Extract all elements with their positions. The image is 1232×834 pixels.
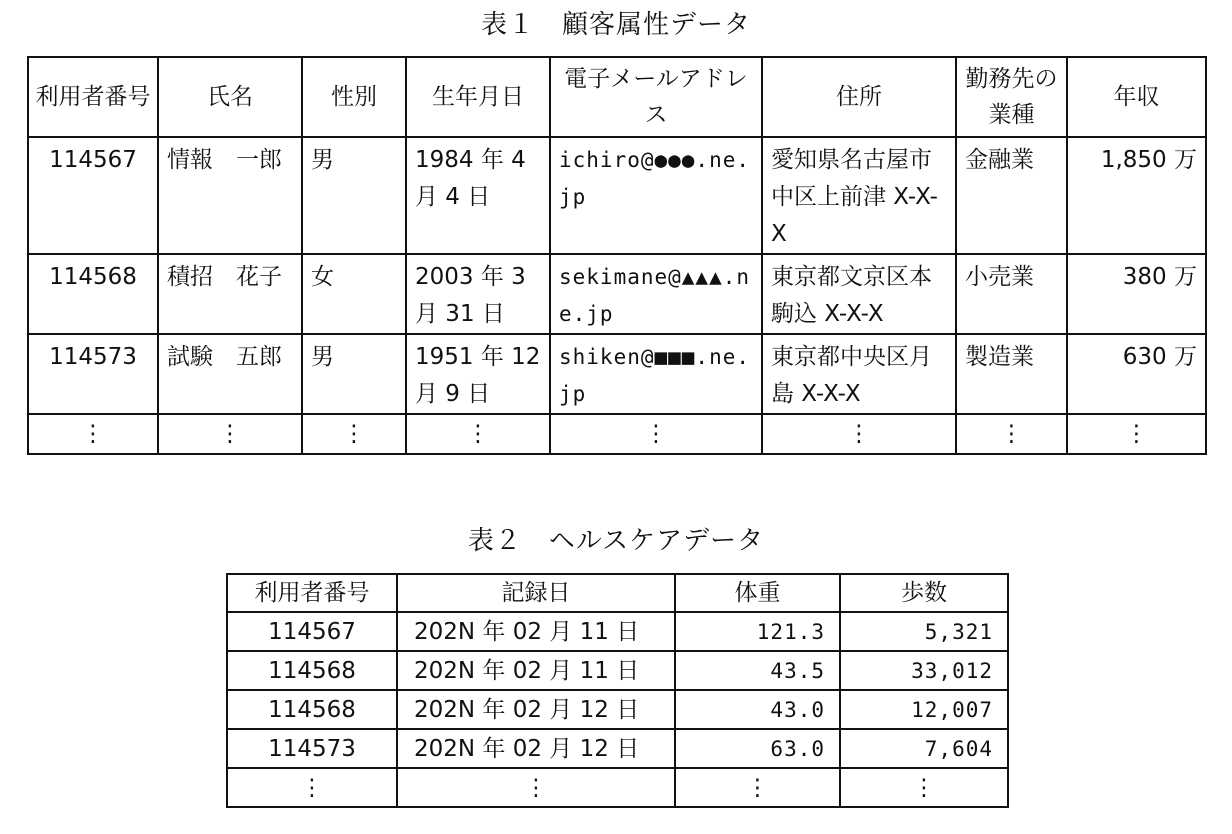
cell-user-id: 114573 bbox=[28, 334, 158, 414]
cell-name: 積招 花子 bbox=[158, 254, 302, 334]
cell-name: 試験 五郎 bbox=[158, 334, 302, 414]
cell-industry: 小売業 bbox=[956, 254, 1067, 334]
header-income: 年収 bbox=[1067, 57, 1206, 137]
table-row bbox=[227, 651, 1008, 690]
ellipsis-cell: ⋮ bbox=[956, 414, 1067, 454]
ellipsis-cell: ⋮ bbox=[840, 768, 1008, 807]
ellipsis-cell: ⋮ bbox=[762, 414, 956, 454]
cell-user-id: 114568 bbox=[28, 254, 158, 334]
ellipsis-cell: ⋮ bbox=[406, 414, 550, 454]
header-user-id: 利用者番号 bbox=[227, 574, 397, 612]
healthcare-table bbox=[226, 573, 1009, 808]
cell-sex: 男 bbox=[302, 137, 406, 254]
cell-address: 東京都文京区本駒込 X-X-X bbox=[762, 254, 956, 334]
cell-weight: 43.5 bbox=[675, 651, 840, 690]
header-address: 住所 bbox=[762, 57, 956, 137]
cell-email: shiken@■■■.ne.jp bbox=[550, 334, 762, 414]
cell-sex: 女 bbox=[302, 254, 406, 334]
table-row bbox=[28, 137, 1206, 254]
header-birthdate: 生年月日 bbox=[406, 57, 550, 137]
cell-user-id: 114568 bbox=[227, 690, 397, 729]
cell-birthdate: 1951 年 12 月 9 日 bbox=[406, 334, 550, 414]
cell-sex: 男 bbox=[302, 334, 406, 414]
cell-weight: 43.0 bbox=[675, 690, 840, 729]
cell-address: 東京都中央区月島 X-X-X bbox=[762, 334, 956, 414]
ellipsis-cell: ⋮ bbox=[397, 768, 675, 807]
table-row bbox=[227, 690, 1008, 729]
ellipsis-cell: ⋮ bbox=[227, 768, 397, 807]
cell-user-id: 114573 bbox=[227, 729, 397, 768]
cell-birthdate: 2003 年 3 月 31 日 bbox=[406, 254, 550, 334]
cell-income: 630 万 bbox=[1067, 334, 1206, 414]
cell-email: ichiro@●●●.ne.jp bbox=[550, 137, 762, 254]
ellipsis-cell: ⋮ bbox=[302, 414, 406, 454]
header-weight: 体重 bbox=[675, 574, 840, 612]
cell-steps: 33,012 bbox=[840, 651, 1008, 690]
table-row bbox=[28, 334, 1206, 414]
header-industry: 勤務先の業種 bbox=[956, 57, 1067, 137]
cell-steps: 7,604 bbox=[840, 729, 1008, 768]
header-record-date: 記録日 bbox=[397, 574, 675, 612]
header-name: 氏名 bbox=[158, 57, 302, 137]
cell-user-id: 114567 bbox=[227, 612, 397, 651]
cell-industry: 製造業 bbox=[956, 334, 1067, 414]
ellipsis-cell: ⋮ bbox=[28, 414, 158, 454]
table1-caption: 表１ 顧客属性データ bbox=[480, 10, 751, 40]
ellipsis-cell: ⋮ bbox=[158, 414, 302, 454]
cell-record-date: 202N 年 02 月 11 日 bbox=[397, 612, 675, 651]
ellipsis-row bbox=[28, 414, 1206, 454]
table-header-row bbox=[227, 574, 1008, 612]
header-steps: 歩数 bbox=[840, 574, 1008, 612]
header-email: 電子メールアドレス bbox=[550, 57, 762, 137]
cell-weight: 63.0 bbox=[675, 729, 840, 768]
cell-record-date: 202N 年 02 月 11 日 bbox=[397, 651, 675, 690]
cell-user-id: 114567 bbox=[28, 137, 158, 254]
cell-industry: 金融業 bbox=[956, 137, 1067, 254]
cell-steps: 5,321 bbox=[840, 612, 1008, 651]
cell-income: 1,850 万 bbox=[1067, 137, 1206, 254]
table-header-row bbox=[28, 57, 1206, 137]
cell-record-date: 202N 年 02 月 12 日 bbox=[397, 690, 675, 729]
cell-record-date: 202N 年 02 月 12 日 bbox=[397, 729, 675, 768]
cell-income: 380 万 bbox=[1067, 254, 1206, 334]
cell-email: sekimane@▲▲▲.ne.jp bbox=[550, 254, 762, 334]
cell-address: 愛知県名古屋市中区上前津 X-X-X bbox=[762, 137, 956, 254]
table-row bbox=[227, 612, 1008, 651]
table2-caption: 表２ ヘルスケアデータ bbox=[467, 526, 765, 556]
cell-user-id: 114568 bbox=[227, 651, 397, 690]
cell-weight: 121.3 bbox=[675, 612, 840, 651]
header-sex: 性別 bbox=[302, 57, 406, 137]
cell-name: 情報 一郎 bbox=[158, 137, 302, 254]
ellipsis-cell: ⋮ bbox=[675, 768, 840, 807]
cell-birthdate: 1984 年 4 月 4 日 bbox=[406, 137, 550, 254]
header-user-id: 利用者番号 bbox=[28, 57, 158, 137]
ellipsis-cell: ⋮ bbox=[550, 414, 762, 454]
cell-steps: 12,007 bbox=[840, 690, 1008, 729]
customer-attributes-table bbox=[27, 56, 1207, 455]
table-row bbox=[28, 254, 1206, 334]
ellipsis-cell: ⋮ bbox=[1067, 414, 1206, 454]
table-row bbox=[227, 729, 1008, 768]
ellipsis-row bbox=[227, 768, 1008, 807]
